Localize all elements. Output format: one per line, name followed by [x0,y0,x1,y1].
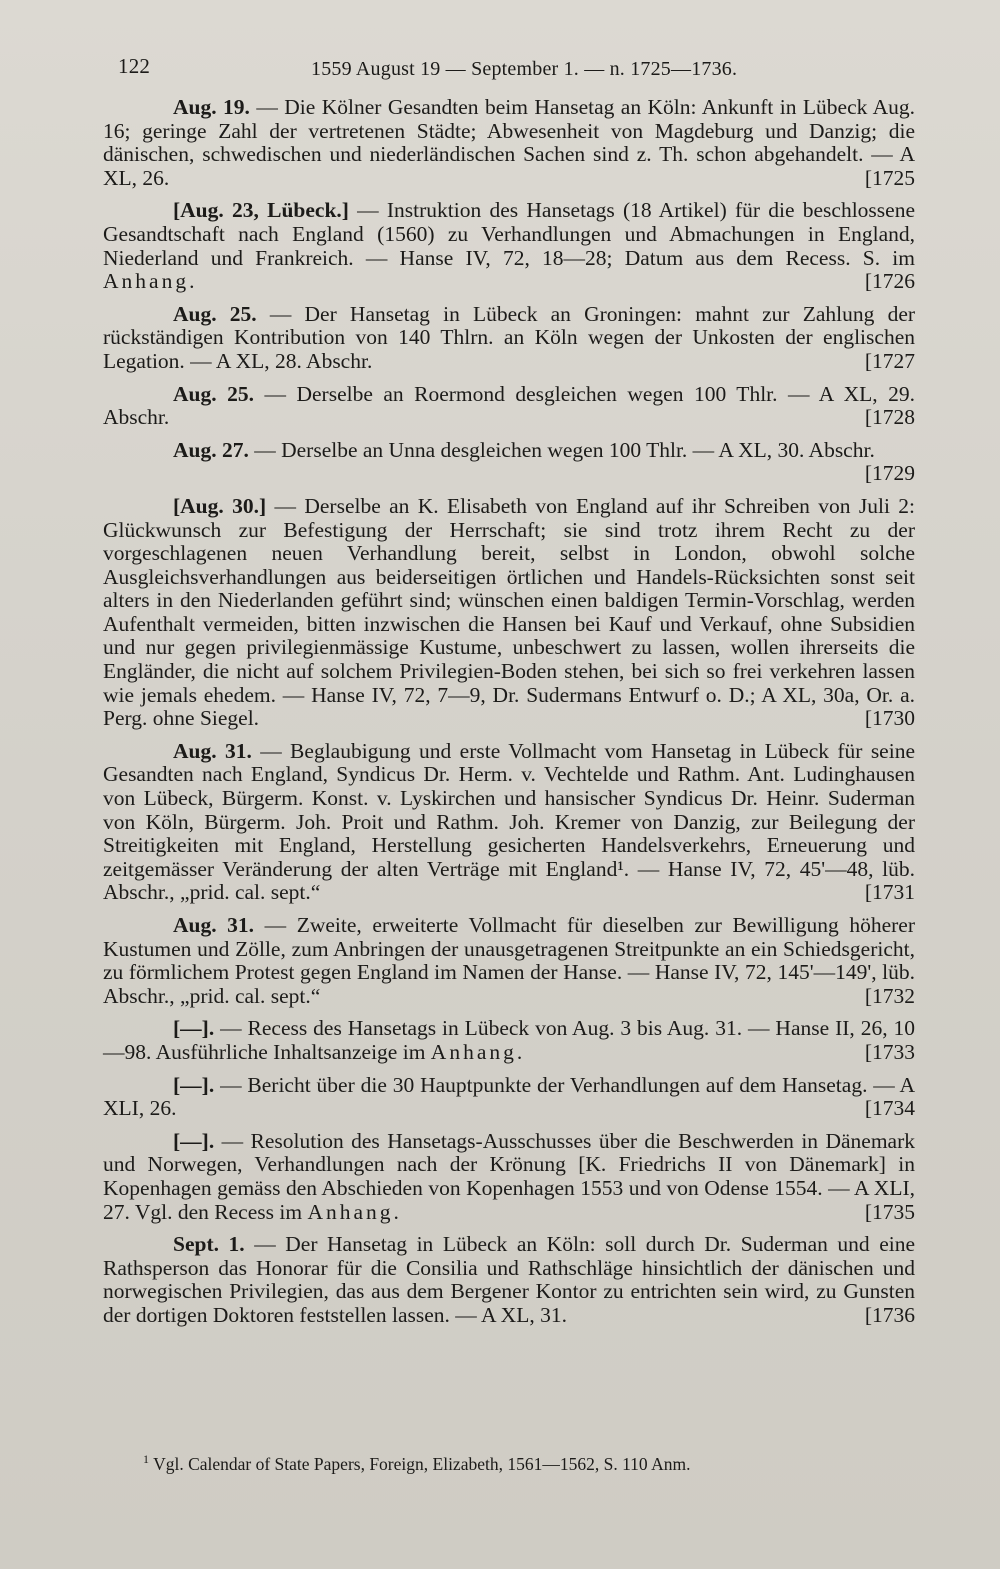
entry-number: [ 1736 [795,1304,915,1328]
entry-text: — Instruktion des Hansetags (18 Artikel) für die beschlossene Gesandtschaft nach England (1560) zu Verhandlungen und Abmachungen in England, Niederland und Frankreich. — Hanse IV, 72, 18—28; Datum aus dem Recess. S. im [103,198,915,270]
entry-text: — Derselbe an K. Elisabeth von England auf ihr Schreiben von Juli 2: Glückwunsch zur Befestigung der Herrschaft; sie sind trotz ihrem Recht zu der vorgeschlagenen neuen Verhandlung bereit, selbst in London, obwohl solche Ausgleichsverhandlungen aus beiderseitigen örtlichen und Handels-Rücksichten sonst seit alters in den Niederlanden geführt sind; wünschen einen baldigen Termin-Vorschlag, werden Aufenthalt vermeiden, bitten inzwischen die Hansen bei Kauf und Verkauf, ohne Subsidien und nur gegen privilegienmässige Kustume, unbeschwert zu lassen, wollen ihrerseits die Engländer, die nicht auf solchem Privilegien-Boden stehen, bei sich so frei verkehren lassen wie jemals ehedem. — Hanse IV, 72, 7—9, Dr. Sudermans Entwurf o. D.; A XL, 30a, Or. a. Perg. ohne Siegel. [103,493,915,731]
entry-date: Aug. 27. [173,437,249,462]
entry [103,199,915,293]
entry-number: [ 1728 [795,406,915,430]
entry-number: [ 1735 [795,1201,915,1225]
entry-number: [ 1725 [795,167,915,191]
entry [103,495,915,731]
entry-tail: . [516,1039,523,1064]
entry-spaced-text: Anhang [103,269,190,294]
entry-date: Aug. 31. [173,913,255,937]
entry-text: — Derselbe an Unna desgleichen wegen 100 Thlr. — A XL, 30. Abschr. [254,437,875,462]
entry [103,1233,915,1327]
entry-text: — Resolution des Hansetags-Ausschusses über die Beschwerden in Dänemark und Norwegen, Verhandlungen nach der Krönung [K. Friedrichs II von Dänemark] in Kopenhagen gemäss den Abschieden von Kopenhagen 1553 und von Odense 1554. — A XLI, 27. Vgl. den Recess im [103,1128,916,1224]
entry [103,914,915,1008]
entry-number: [ 1734 [795,1097,915,1121]
entry-date: Sept. 1. [173,1232,245,1257]
entry-number: [ 1727 [795,350,915,374]
entry-date: [—]. [173,1072,215,1097]
entry-number: [ 1732 [795,985,915,1009]
entry [103,1074,915,1121]
entry-number: [ 1726 [795,270,915,294]
entry-date: [Aug. 23, Lübeck.] [173,198,349,223]
entry-text: — Der Hansetag in Lübeck an Groningen: mahnt zur Zahlung der rückständigen Kontribution von 140 Thlrn. an Köln wegen der Unkosten der englischen Legation. — A XL, 28. Abschr. [103,301,916,373]
entry-text: — Beglaubigung und erste Vollmacht vom Hansetag in Lübeck für seine Gesandten nach England, Syndicus Dr. Herm. v. Vechtelde und Rathm. Ant. Ludinghausen von Lübeck, Bürgerm. Konst. v. Lyskirchen und hansischer Syndicus Dr. Heinr. Suderman von Köln, Bürgerm. Joh. Proit und Rathm. Joh. Kremer von Danzig, zur Beilegung der Streitigkeiten mit England, Herstellung gesicherten Handelsverkehrs, Erneuerung und zeitgemässer Veränderung der alten Verträge mit England¹. — Hanse IV, 72, 45'—48, lüb. Abschr., „prid. cal. sept.“ [103,738,915,905]
entry [103,303,915,374]
footnote-text: Vgl. Calendar of State Papers, Foreign, Elizabeth, 1561—1562, S. 110 Anm. [153,1453,691,1474]
entry-number: [ 1730 [795,707,915,731]
entry-text: — Zweite, erweiterte Vollmacht für dieselben zur Bewilligung höherer Kustumen und Zölle, zum Anbringen der unausgetragenen Streitpunkte an ein Schiedsgericht, zu förmlichem Protest gegen England im Namen der Hanse. — Hanse IV, 72, 145'—149', lüb. Abschr., „prid. cal. sept.“ [103,913,915,1008]
entry-text: — Derselbe an Roermond desgleichen wegen 100 Thlr. — A XL, 29. Abschr. [103,381,916,430]
entry-date: Aug. 25. [173,301,257,326]
entry-number: [ 1729 [795,462,915,486]
entry-tail: . [189,269,195,294]
entry-date: Aug. 31. [173,738,252,763]
entry-tail: . [393,1199,399,1224]
entry-date: Aug. 19. [173,95,250,119]
entry-date: [—]. [173,1016,215,1041]
page-number: 122 [118,54,151,78]
footnote [143,1452,923,1475]
entry-date: [Aug. 30.] [173,493,267,518]
entries-list [103,96,915,1337]
entry-text: — Die Kölner Gesandten beim Hansetag an Köln: Ankunft in Lübeck Aug. 16; geringe Zahl der vertretenen Städte; Abwesenheit von Magdeburg und Danzig; die dänischen, schwedischen und niederländischen Sachen sind z. Th. schon abgehandelt. — A XL, 26. [103,95,916,190]
entry-number: [ 1733 [795,1041,915,1065]
entry [103,439,915,486]
running-head: 1559 August 19 — September 1. — n. 1725—1736. [311,58,738,80]
entry-spaced-text: Anhang [430,1039,517,1064]
entry-text: — Der Hansetag in Lübeck an Köln: soll durch Dr. Suderman und eine Rathsperson das Honorar für die Consilia und Rathschläge hinsichtlich der dänischen und norwegischen Privilegien, das aus dem Bergener Kontor zu entrichten sein wird, zu Gunsten der dortigen Doktoren feststellen lassen. — A XL, 31. [103,1232,916,1327]
entry-date: [—]. [173,1128,215,1153]
footnote-mark: 1 [143,1452,149,1466]
entry-text: — Recess des Hansetags in Lübeck von Aug. 3 bis Aug. 31. — Hanse II, 26, 10—98. Ausführliche Inhaltsanzeige im [103,1016,915,1064]
entry-spaced-text: Anhang [307,1199,394,1224]
entry [103,1017,915,1064]
entry [103,96,915,190]
entry [103,740,915,905]
entry-date: Aug. 25. [173,381,254,406]
entry-text: — Bericht über die 30 Hauptpunkte der Verhandlungen auf dem Hansetag. — A XLI, 26. [103,1072,915,1121]
entry [103,1130,915,1224]
entry-number: [ 1731 [795,881,915,905]
entry [103,383,915,430]
